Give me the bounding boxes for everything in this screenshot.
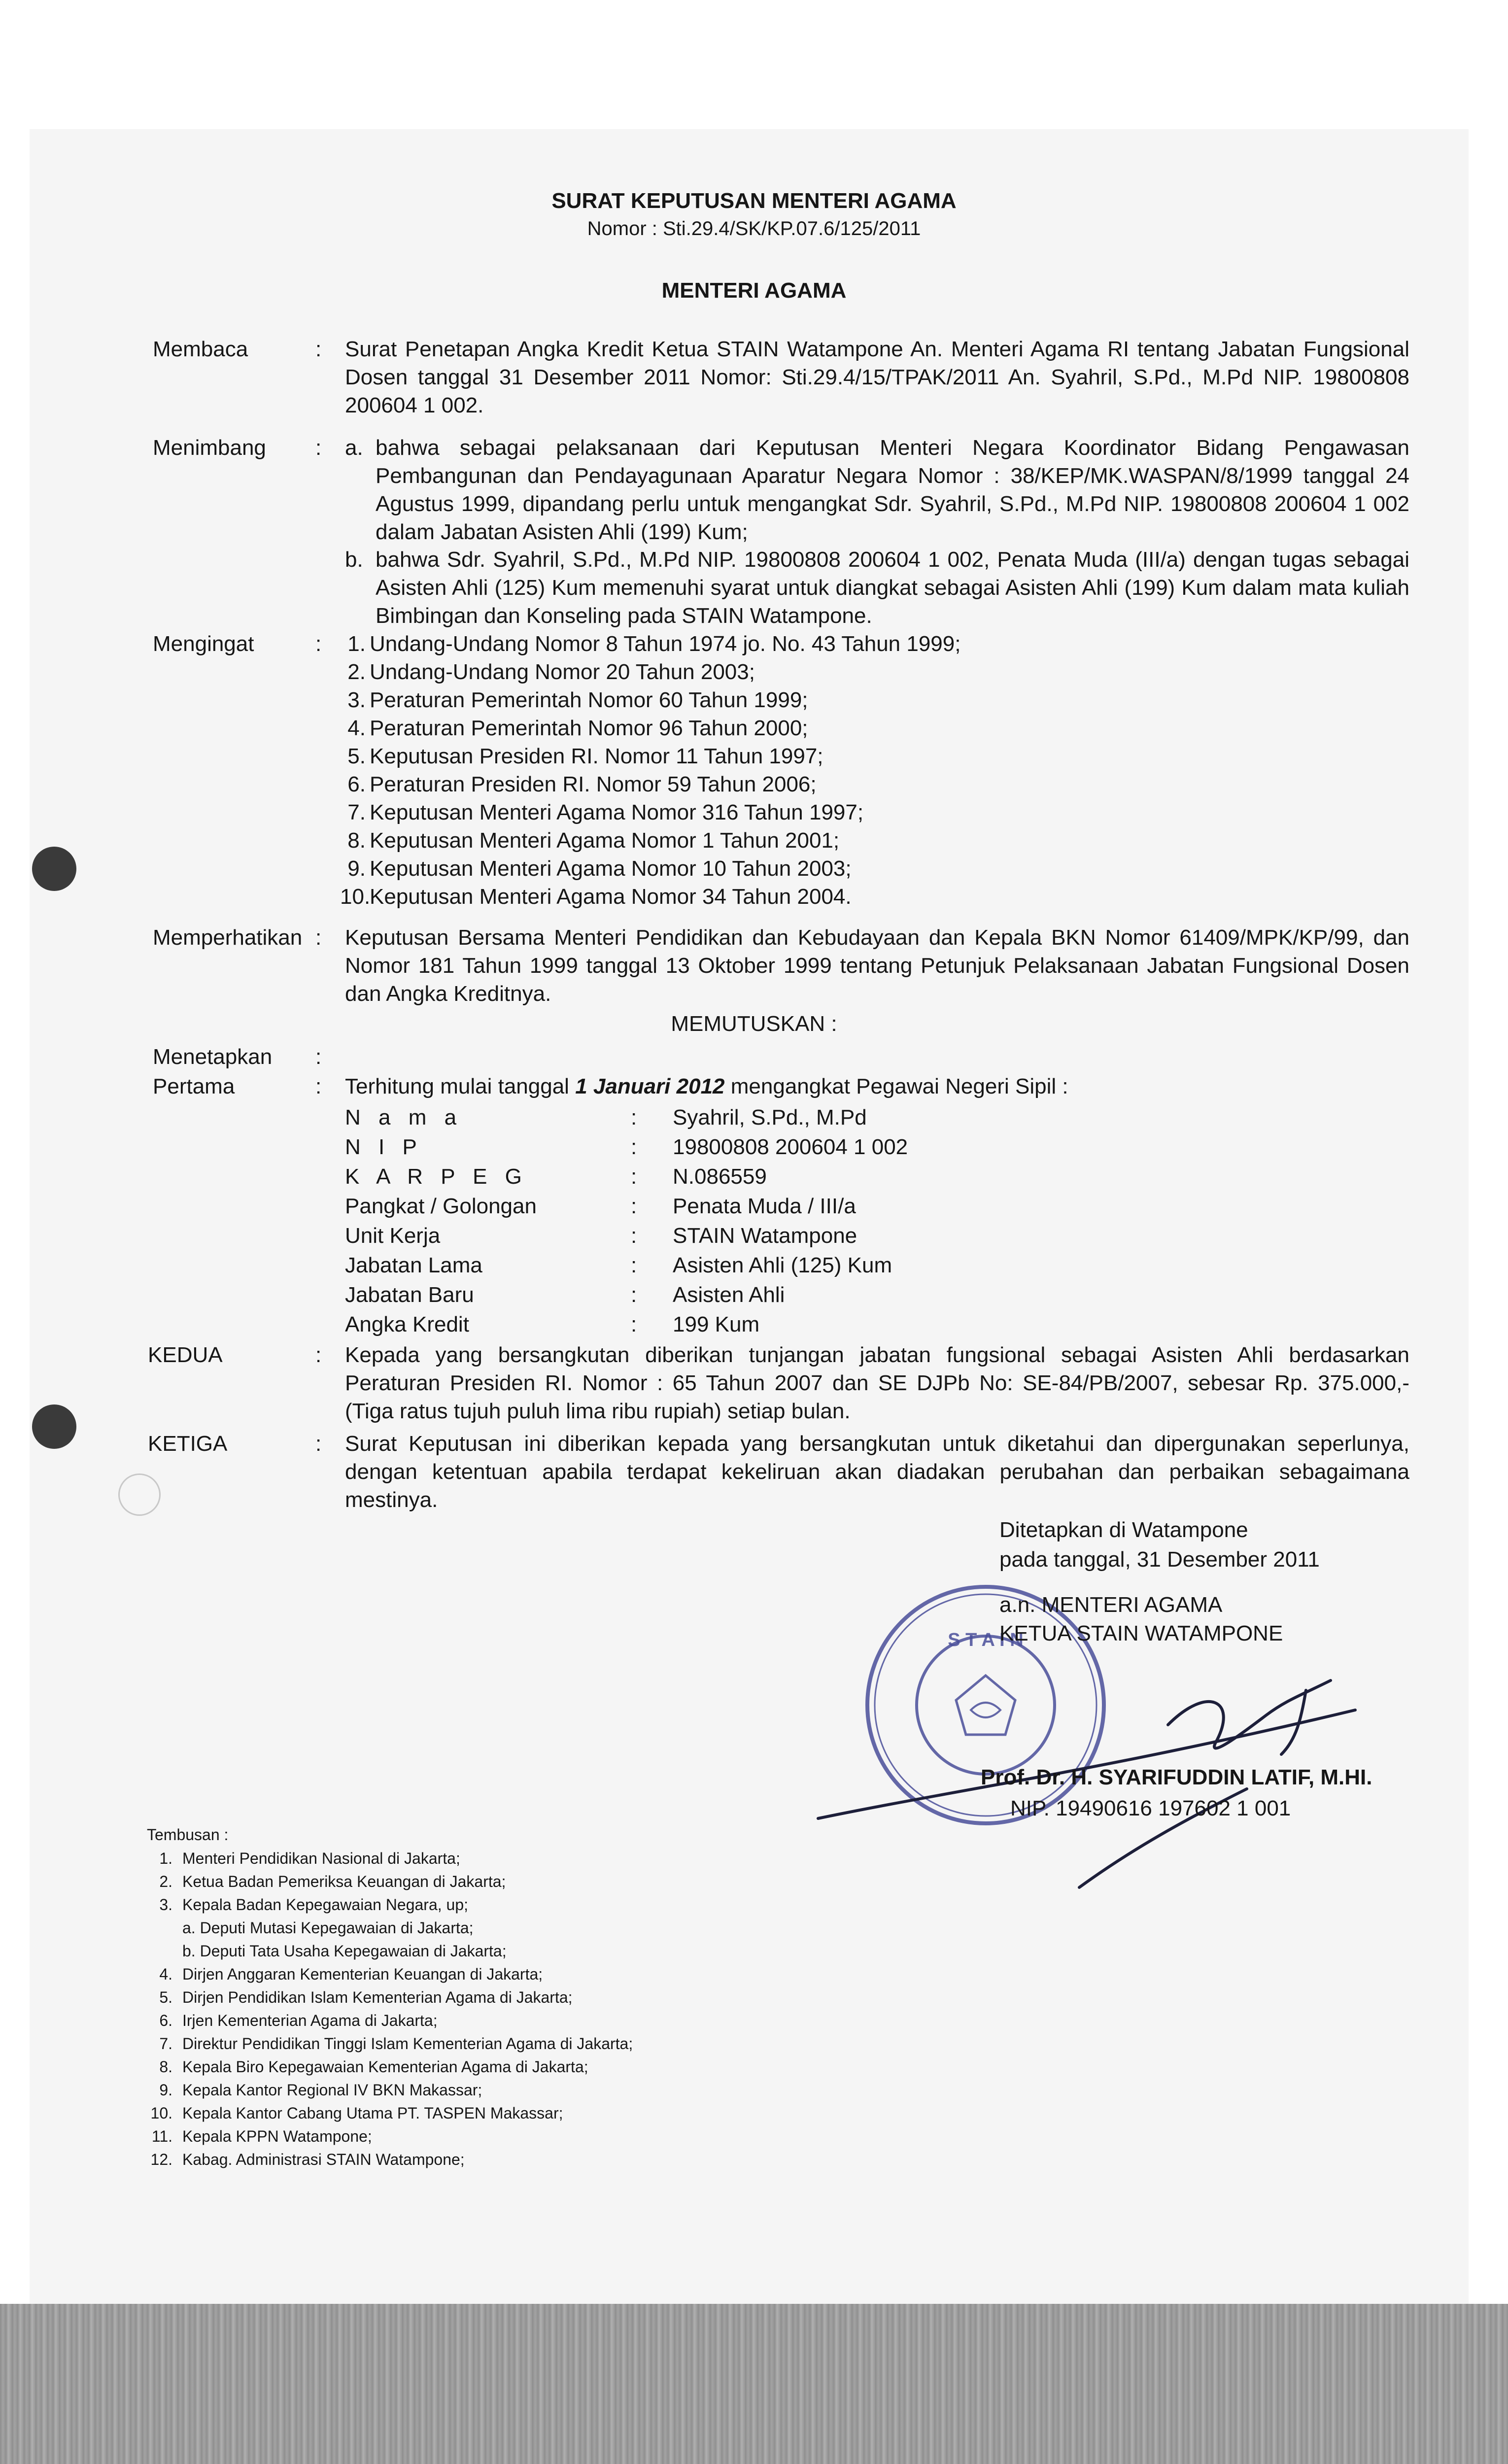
svg-text:S T A I N: S T A I N xyxy=(948,1630,1024,1650)
list-item: 6. Peraturan Presiden RI. Nomor 59 Tahun 2006; xyxy=(347,772,817,796)
list-item: 10. Kepala Kantor Cabang Utama PT. TASPEN Makassar; xyxy=(150,2104,563,2122)
list-item: b. Deputi Tata Usaha Kepegawaian di Jakarta; xyxy=(182,1942,507,1960)
kedua-label: KEDUA xyxy=(148,1343,223,1367)
pertama-intro xyxy=(345,1074,1068,1099)
list-item: 7. Direktur Pendidikan Tinggi Islam Kementerian Agama di Jakarta; xyxy=(159,2035,633,2053)
list-item: 4. Dirjen Anggaran Kementerian Keuangan di Jakarta; xyxy=(159,1965,543,1983)
signature-an: a.n. MENTERI AGAMA xyxy=(999,1593,1223,1617)
memperhatikan-colon: : xyxy=(315,925,322,950)
list-item: 2. Ketua Badan Pemeriksa Keuangan di Jakarta; xyxy=(159,1873,506,1890)
menimbang-a-text: bahwa sebagai pelaksanaan dari Keputusan Menteri Negara Koordinator Bidang Pengawasan Pembangunan dan Pendayagunaan Aparatur Negara Nomor : 38/KEP/MK.WASPAN/8/1999 tanggal 24 Agustus 1999, dipandang perlu untuk mengangkat Sdr. Syahril, S.Pd., M.Pd NIP. 19800808 200604 1 002 dalam Jabatan Asisten Ahli (199) Kum; xyxy=(376,436,1409,544)
memperhatikan-text: Keputusan Bersama Menteri Pendidikan dan Kebudayaan dan Kepala BKN Nomor 61409/MPK/KP/99, dan Nomor 181 Tahun 1999 tanggal 13 Oktober 1999 tentang Petunjuk Pelaksanaan Jabatan Fungsional Dosen dan Angka Kreditnya. xyxy=(345,925,1409,1006)
list-item: 7. Keputusan Menteri Agama Nomor 316 Tahun 1997; xyxy=(347,800,864,824)
list-item: 8. Keputusan Menteri Agama Nomor 1 Tahun 2001; xyxy=(347,828,840,853)
punch-hole-middle xyxy=(32,1404,76,1449)
kedua-colon: : xyxy=(315,1343,322,1367)
punch-hole-upper xyxy=(32,847,76,891)
document-number: Nomor : Sti.29.4/SK/KP.07.6/125/2011 xyxy=(587,218,921,240)
menimbang-a-marker: a. xyxy=(345,436,363,460)
menetapkan-label: Menetapkan xyxy=(153,1045,273,1069)
punch-hole-lower xyxy=(118,1473,161,1516)
intro-before: Terhitung mulai tanggal xyxy=(345,1074,569,1098)
document-title: SURAT KEPUTUSAN MENTERI AGAMA xyxy=(551,189,957,213)
kedua-text: Kepada yang bersangkutan diberikan tunjangan jabatan fungsional sebagai Asisten Ahli berdasarkan Peraturan Presiden RI. Nomor : 65 Tahun 2007 dan SE DJPb No: SE-84/PB/2007, sebesar Rp. 375.000,- (Tiga ratus tujuh puluh lima ribu rupiah) setiap bulan. xyxy=(345,1343,1409,1423)
list-item: a. Deputi Mutasi Kepegawaian di Jakarta; xyxy=(182,1919,474,1937)
menimbang-label: Menimbang xyxy=(153,436,266,460)
tembusan-list xyxy=(148,1847,633,2171)
list-item: 11. Kepala KPPN Watampone; xyxy=(151,2127,372,2145)
list-item: 3. Peraturan Pemerintah Nomor 60 Tahun 1999; xyxy=(347,688,808,712)
mengingat-label: Mengingat xyxy=(153,632,254,656)
ketiga-colon: : xyxy=(315,1432,322,1456)
signature-name: Prof. Dr. H. SYARIFUDDIN LATIF, M.HI. xyxy=(981,1765,1372,1789)
list-item: 4. Peraturan Pemerintah Nomor 96 Tahun 2000; xyxy=(347,716,808,740)
membaca-colon: : xyxy=(315,337,322,361)
ketiga-text: Surat Keputusan ini diberikan kepada yang bersangkutan untuk diketahui dan dipergunakan seperlunya, dengan ketentuan apabila terdapat kekeliruan akan diadakan perubahan dan perbaikan sebagaimana mestinya. xyxy=(345,1432,1409,1512)
pertama-label: Pertama xyxy=(153,1074,235,1098)
list-item: 9. Kepala Kantor Regional IV BKN Makassar; xyxy=(159,2081,482,2099)
issuer-heading: MENTERI AGAMA xyxy=(661,278,847,303)
menimbang-b-text: bahwa Sdr. Syahril, S.Pd., M.Pd NIP. 19800808 200604 1 002, Penata Muda (III/a) dengan tugas sebagai Asisten Ahli (125) Kum memenuhi syarat untuk diangkat sebagai Asisten Ahli (199) Kum dalam mata kuliah Bimbingan dan Konseling pada STAIN Watampone. xyxy=(376,548,1409,628)
menimbang-b-marker: b. xyxy=(345,548,363,572)
intro-after: mengangkat Pegawai Negeri Sipil : xyxy=(730,1074,1068,1098)
list-item: 9. Keputusan Menteri Agama Nomor 10 Tahun 2003; xyxy=(347,856,852,881)
list-item: 10. Keputusan Menteri Agama Nomor 34 Tahun 2004. xyxy=(340,885,852,909)
list-item: 2. Undang-Undang Nomor 20 Tahun 2003; xyxy=(347,660,755,684)
list-item: 12. Kabag. Administrasi STAIN Watampone; xyxy=(150,2151,465,2168)
list-item: 5. Dirjen Pendidikan Islam Kementerian Agama di Jakarta; xyxy=(159,1988,573,2006)
list-item: 1. Menteri Pendidikan Nasional di Jakarta; xyxy=(159,1849,460,1867)
signature-place: Ditetapkan di Watampone xyxy=(999,1518,1248,1542)
list-item: 1. Undang-Undang Nomor 8 Tahun 1974 jo. No. 43 Tahun 1999; xyxy=(347,632,961,656)
memutuskan-heading: MEMUTUSKAN : xyxy=(671,1012,837,1036)
list-item: 8. Kepala Biro Kepegawaian Kementerian Agama di Jakarta; xyxy=(159,2058,588,2076)
menimbang-colon: : xyxy=(315,436,322,460)
menetapkan-colon: : xyxy=(315,1045,322,1069)
memperhatikan-label: Memperhatikan xyxy=(153,925,303,950)
tembusan-title: Tembusan : xyxy=(147,1826,229,1844)
ketiga-label: KETIGA xyxy=(148,1432,228,1456)
list-item: 5. Keputusan Presiden RI. Nomor 11 Tahun 1997; xyxy=(347,744,823,768)
signature-role: KETUA STAIN WATAMPONE xyxy=(999,1621,1283,1645)
signature-date: pada tanggal, 31 Desember 2011 xyxy=(999,1547,1320,1572)
intro-date: 1 Januari 2012 xyxy=(575,1074,725,1098)
mengingat-list xyxy=(340,630,960,911)
signature-nip: NIP. 19490616 197602 1 001 xyxy=(1010,1796,1291,1820)
mengingat-colon: : xyxy=(315,632,322,656)
list-item: 3. Kepala Badan Kepegawaian Negara, up; xyxy=(159,1896,468,1914)
pertama-colon: : xyxy=(315,1074,322,1098)
membaca-label: Membaca xyxy=(153,337,248,361)
list-item: 6. Irjen Kementerian Agama di Jakarta; xyxy=(159,2012,438,2029)
scanner-background xyxy=(0,2304,1508,2464)
membaca-text: Surat Penetapan Angka Kredit Ketua STAIN Watampone An. Menteri Agama RI tentang Jabatan Fungsional Dosen tanggal 31 Desember 2011 Nomor: Sti.29.4/15/TPAK/2011 An. Syahril, S.Pd., M.Pd NIP. 19800808 200604 1 002. xyxy=(345,337,1409,417)
